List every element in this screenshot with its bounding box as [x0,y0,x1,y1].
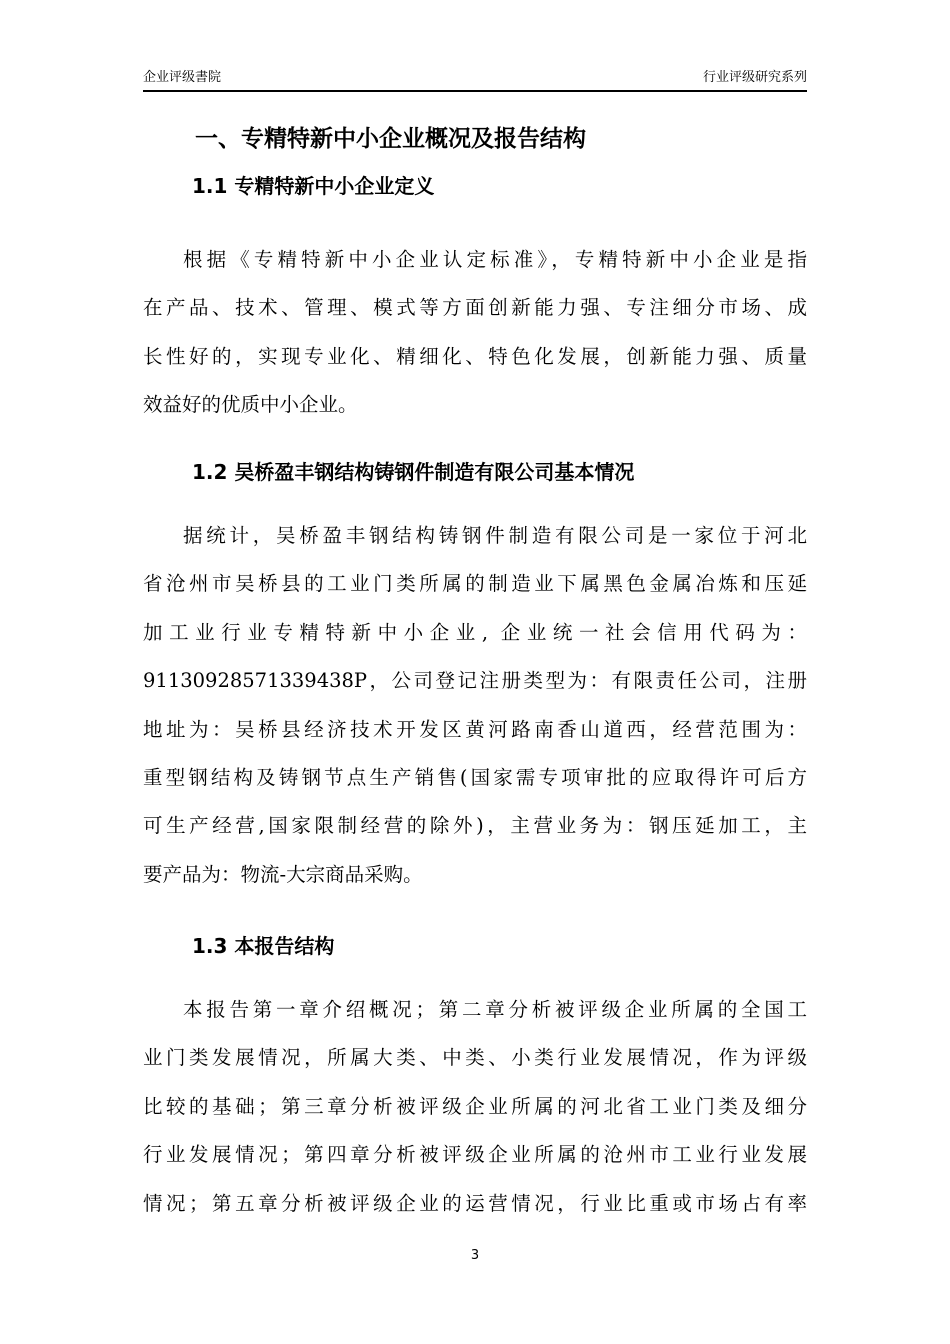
paragraph-line: 省沧州市吴桥县的工业门类所属的制造业下属黑色金属冶炼和压延 [143,572,807,596]
paragraph-line: 比较的基础；第三章分析被评级企业所属的河北省工业门类及细分 [143,1094,807,1118]
section-paragraph-1-1 [143,236,807,430]
paragraph-line: 加工业行业专精特新中小企业, 企业统一社会信用代码为： [143,620,807,644]
section-heading-1-1: 1.1 专精特新中小企业定义 [192,174,435,198]
paragraph-line: 要产品为：物流-大宗商品采购。 [143,862,423,886]
paragraph-line: 91130928571339438P，公司登记注册类型为：有限责任公司，注册 [143,669,807,693]
header-left-title: 企业评级書院 [143,70,222,85]
paragraph-line: 地址为：吴桥县经济技术开发区黄河路南香山道西，经营范围为： [143,717,807,741]
section-paragraph-1-3 [143,986,807,1228]
paragraph-line: 长性好的，实现专业化、精细化、特色化发展，创新能力强、质量 [143,344,807,368]
page-number: 3 [470,1248,480,1263]
paragraph-line: 行业发展情况；第四章分析被评级企业所属的沧州市工业行业发展 [143,1143,807,1167]
header-right-series: 行业评级研究系列 [702,70,807,85]
chapter-title: 一、专精特新中小企业概况及报告结构 [195,126,586,152]
paragraph-line: 在产品、技术、管理、模式等方面创新能力强、专注细分市场、成 [143,296,807,320]
paragraph-line: 本报告第一章介绍概况；第二章分析被评级企业所属的全国工 [183,998,807,1021]
paragraph-line: 业门类发展情况，所属大类、中类、小类行业发展情况，作为评级 [143,1046,807,1070]
paragraph-line: 效益好的优质中小企业。 [143,393,358,417]
paragraph-line: 根据《专精特新中小企业认定标准》，专精特新中小企业是指 [183,248,807,271]
paragraph-line: 重型钢结构及铸钢节点生产销售(国家需专项审批的应取得许可后方 [143,766,807,790]
paragraph-line: 据统计，吴桥盈丰钢结构铸钢件制造有限公司是一家位于河北 [183,524,807,547]
section-paragraph-1-2 [143,512,807,899]
paragraph-line: 情况；第五章分析被评级企业的运营情况，行业比重或市场占有率 [143,1191,807,1215]
section-heading-1-2: 1.2 吴桥盈丰钢结构铸钢件制造有限公司基本情况 [192,460,635,484]
paragraph-line: 可生产经营,国家限制经营的除外)，主营业务为：钢压延加工，主 [143,814,807,838]
section-heading-1-3: 1.3 本报告结构 [192,934,335,958]
page-header [143,68,807,92]
